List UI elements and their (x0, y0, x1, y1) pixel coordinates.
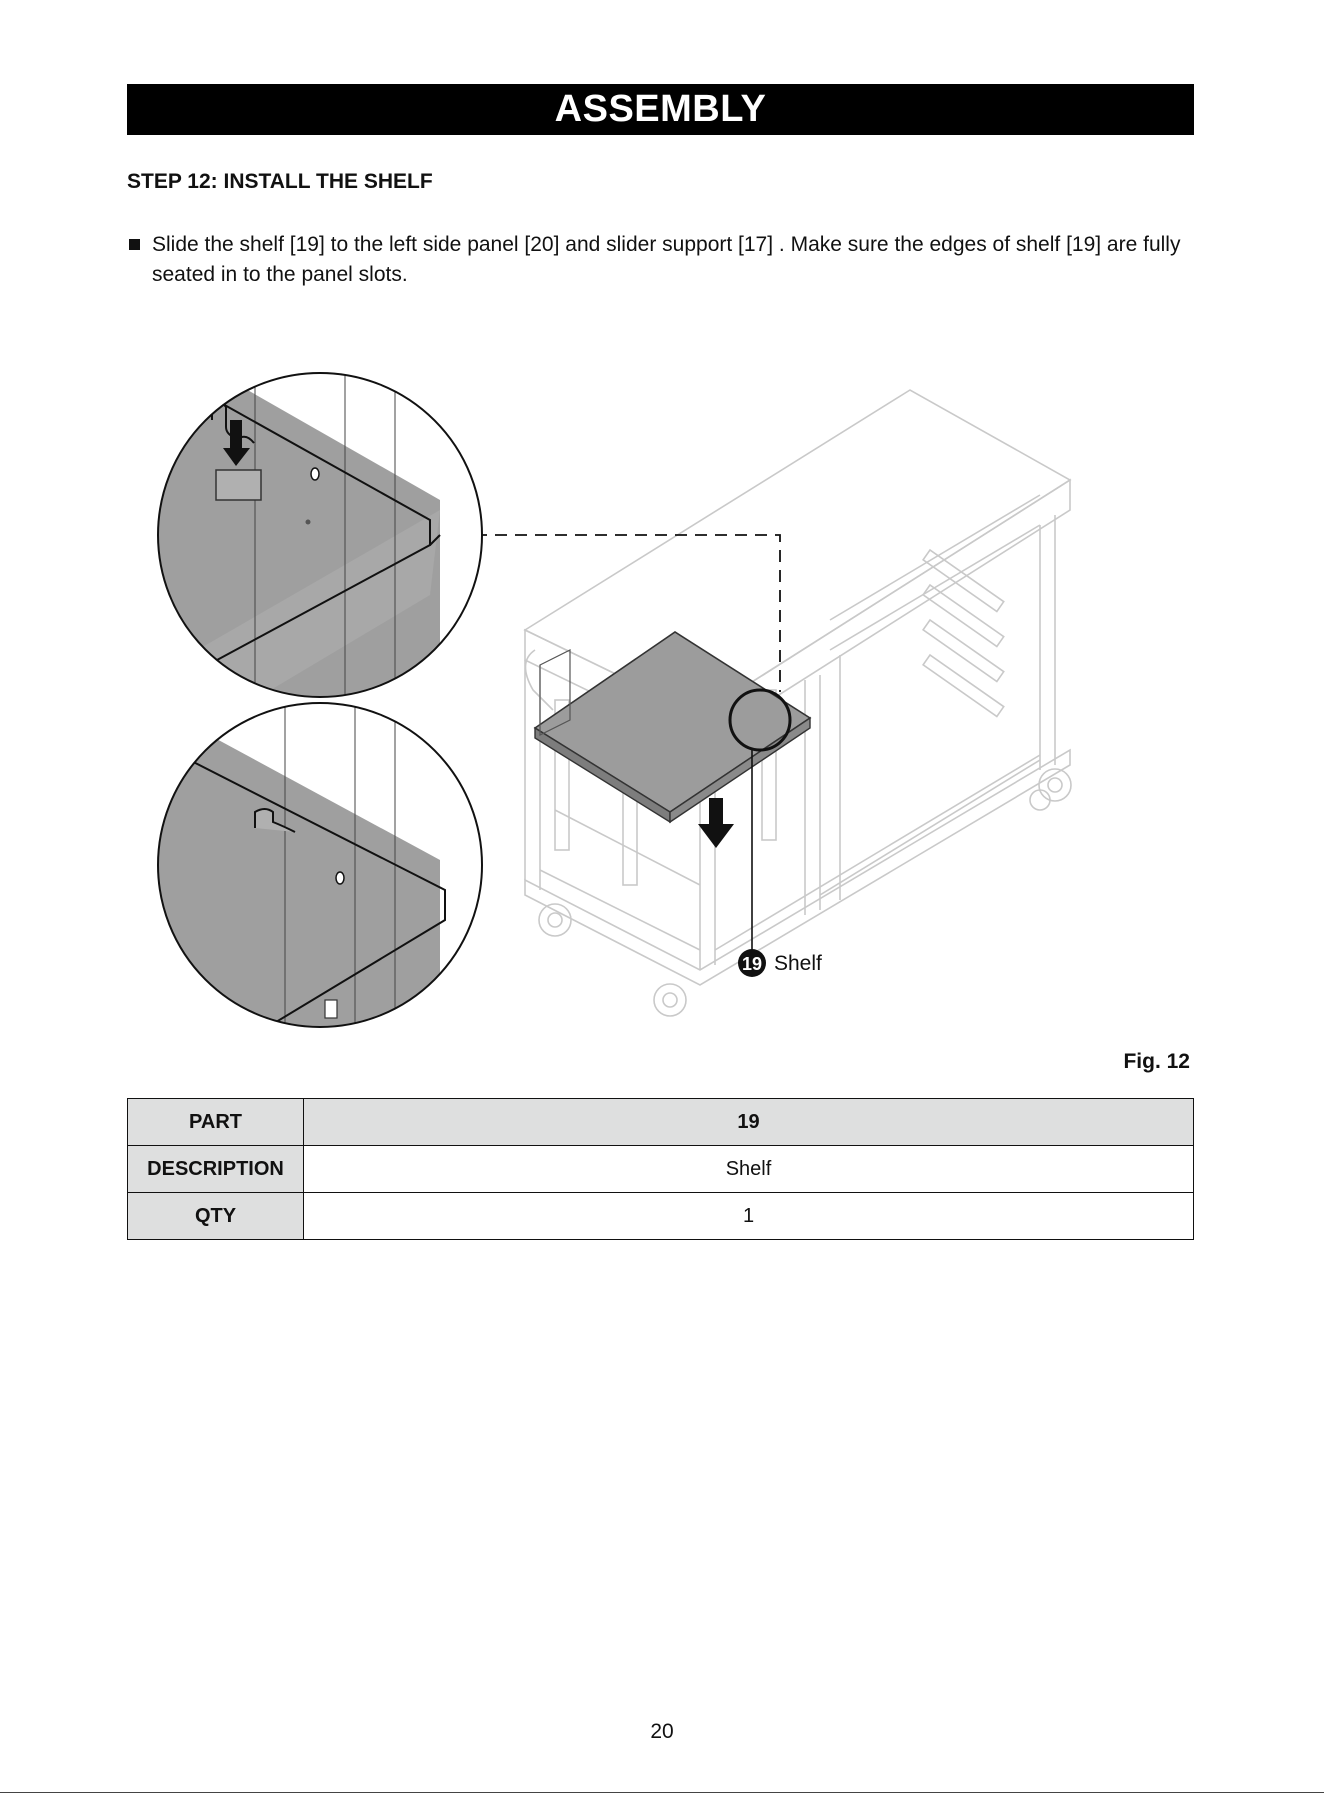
square-bullet-icon (129, 239, 140, 250)
assembly-illustration (140, 360, 1100, 1040)
section-title: ASSEMBLY (554, 88, 767, 130)
step-title: STEP 12: INSTALL THE SHELF (127, 170, 433, 193)
figure-caption: Fig. 12 (1123, 1050, 1190, 1073)
quantity-cell: 1 (304, 1193, 1194, 1240)
callout-number: 19 (741, 954, 763, 974)
table-row (128, 1193, 1194, 1240)
down-arrow-icon (698, 798, 734, 848)
table-row (128, 1099, 1194, 1146)
row-header-qty: QTY (128, 1193, 304, 1240)
part-number-cell: 19 (304, 1099, 1194, 1146)
page-number: 20 (650, 1720, 674, 1743)
instruction-text: Slide the shelf [19] to the left side panel [20] and slider support [17] . Make sure the edges of shelf [19] are fully seated in to the panel slots. (152, 233, 1181, 286)
description-cell: Shelf (304, 1146, 1194, 1193)
shelf-drawing (535, 632, 810, 822)
row-header-description: DESCRIPTION (128, 1146, 304, 1193)
row-header-part: PART (128, 1099, 304, 1146)
bottom-divider (0, 1792, 1324, 1793)
section-header (127, 84, 1194, 135)
detail-view-bottom (140, 700, 500, 1040)
table-row (128, 1146, 1194, 1193)
instruction-item (127, 230, 1197, 290)
callout-label: Shelf (774, 952, 822, 975)
detail-view-top (140, 360, 500, 760)
parts-table (127, 1098, 1194, 1240)
